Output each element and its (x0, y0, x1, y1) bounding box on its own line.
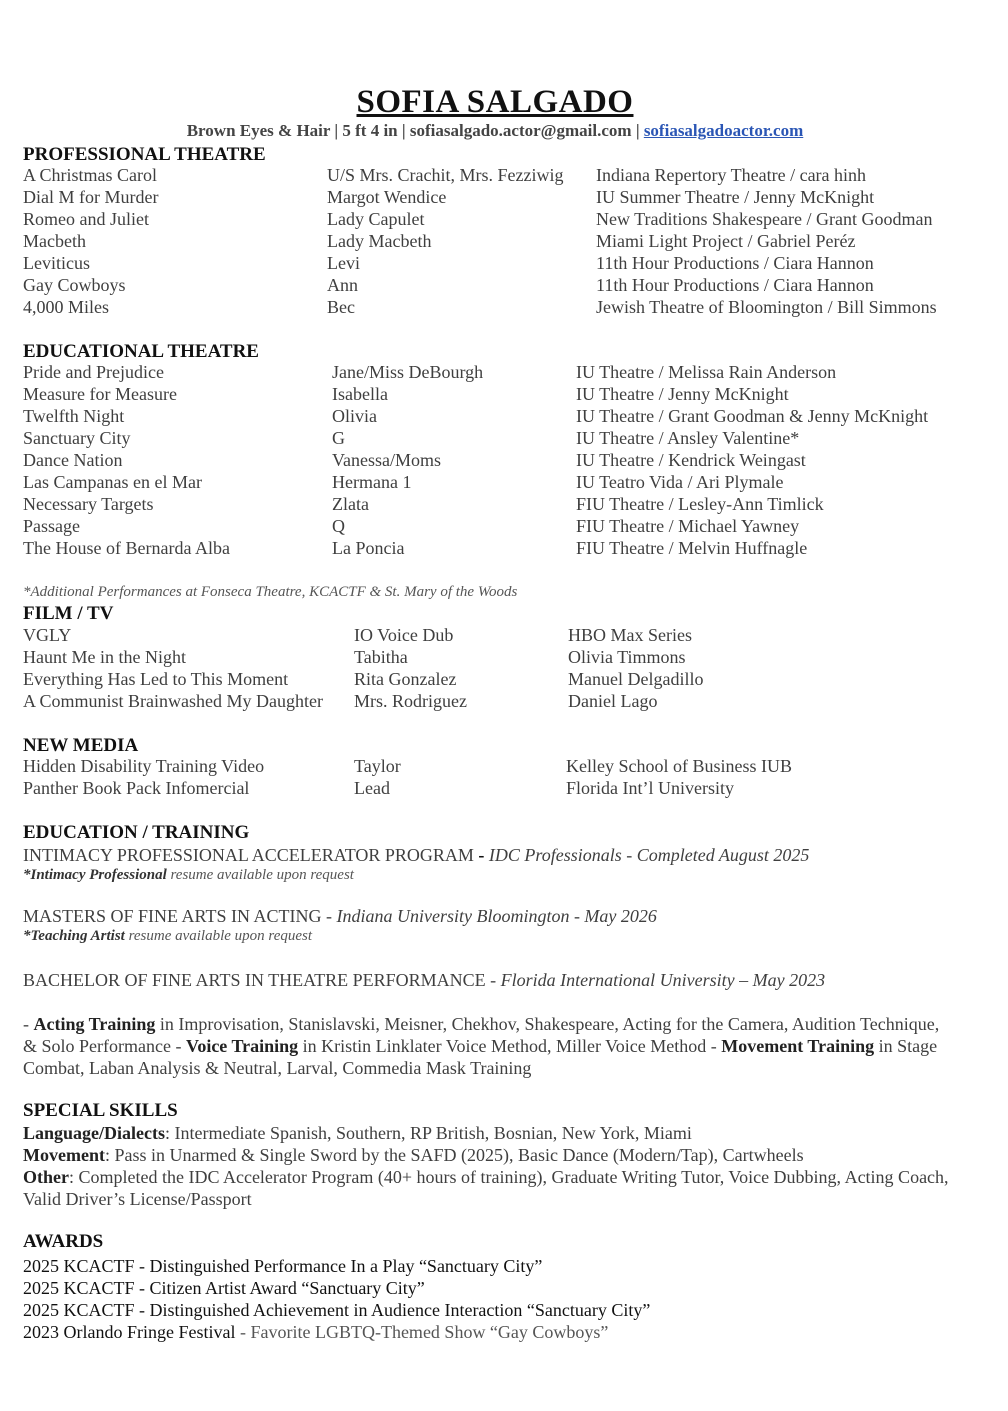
education-item-idc (23, 845, 809, 866)
voice-training-label: Voice Training (185, 1036, 299, 1056)
credit-row (0, 231, 1008, 253)
credit-role: Taylor (354, 756, 401, 776)
credit-title: Dance Nation (23, 450, 123, 470)
education-heading: EDUCATION / TRAINING (23, 822, 250, 843)
credit-row (0, 538, 1008, 560)
credit-role: Lady Capulet (327, 209, 425, 229)
credit-role: Lead (354, 778, 390, 798)
credit-row (0, 165, 1008, 187)
skill-other (23, 1166, 953, 1210)
credit-role: G (332, 428, 345, 448)
program-detail: Florida International University – May 2023 (500, 970, 826, 990)
personal-details: Brown Eyes & Hair | 5 ft 4 in | (186, 121, 406, 140)
credit-company: Daniel Lago (568, 691, 658, 711)
award-item (23, 1255, 953, 1277)
award-text: - Distinguished Performance In a Play “Sanctuary City” (134, 1256, 543, 1276)
credit-company: FIU Theatre / Michael Yawney (576, 516, 800, 536)
credit-title: Everything Has Led to This Moment (23, 669, 289, 689)
credit-title: A Communist Brainwashed My Daughter (23, 691, 323, 711)
credit-row (0, 406, 1008, 428)
awards-heading: AWARDS (23, 1231, 104, 1252)
credit-row (0, 187, 1008, 209)
credit-company: IU Theatre / Jenny McKnight (576, 384, 789, 404)
credit-role: U/S Mrs. Crachit, Mrs. Fezziwig (327, 165, 564, 185)
credit-role: Margot Wendice (327, 187, 447, 207)
contact-separator: | (635, 121, 640, 140)
skill-label: Other (23, 1167, 69, 1187)
credit-row (0, 647, 1008, 669)
credit-title: Dial M for Murder (23, 187, 159, 207)
credit-row (0, 516, 1008, 538)
credit-role: Ann (327, 275, 358, 295)
credit-company: Indiana Repertory Theatre / cara hinh (596, 165, 867, 185)
movement-training-label: Movement Training (721, 1036, 875, 1056)
training-paragraph (23, 1013, 953, 1079)
credit-title: Necessary Targets (23, 494, 154, 514)
credit-role: Jane/Miss DeBourgh (332, 362, 484, 382)
credit-row (0, 778, 1008, 800)
credit-role: Mrs. Rodriguez (354, 691, 467, 711)
credit-title: Sanctuary City (23, 428, 131, 448)
credit-title: Hidden Disability Training Video (23, 756, 265, 776)
voice-training-text: in Kristin Linklater Voice Method, Miller Voice Method - (298, 1036, 722, 1056)
acting-training-text: in Improvisation, Stanislavski, Meisner, Chekhov, Shakespeare, Acting for the Camera, Audition Technique, & Solo Performance - (23, 1014, 940, 1056)
skill-label: Language/Dialects (23, 1123, 165, 1143)
credit-company: Manuel Delgadillo (568, 669, 704, 689)
credit-company: Jewish Theatre of Bloomington / Bill Simmons (596, 297, 937, 317)
credit-role: Q (332, 516, 345, 536)
credit-company: FIU Theatre / Melvin Huffnagle (576, 538, 808, 558)
program-detail: Indiana University Bloomington - May 2026 (336, 906, 657, 926)
credit-title: Leviticus (23, 253, 90, 273)
credit-role: IO Voice Dub (354, 625, 454, 645)
credit-row (0, 253, 1008, 275)
award-org: 2025 KCACTF (23, 1278, 135, 1298)
acting-training-label: Acting Training (33, 1014, 156, 1034)
film-tv-heading: FILM / TV (23, 603, 114, 624)
email-address: sofiasalgado.actor@gmail.com (409, 121, 632, 140)
education-note-teaching (23, 928, 312, 945)
credit-role: Isabella (332, 384, 388, 404)
note-bold: *Teaching Artist (23, 928, 125, 944)
credit-company: New Traditions Shakespeare / Grant Goodman (596, 209, 933, 229)
credit-role: La Poncia (332, 538, 405, 558)
skill-movement (23, 1144, 953, 1166)
credit-company: 11th Hour Productions / Ciara Hannon (596, 275, 874, 295)
resume-name: SOFIA SALGADO (356, 84, 634, 120)
credit-row (0, 297, 1008, 319)
credit-company: 11th Hour Productions / Ciara Hannon (596, 253, 874, 273)
award-text: - Citizen Artist Award “Sanctuary City” (134, 1278, 425, 1298)
credit-title: Passage (23, 516, 80, 536)
credit-row (0, 428, 1008, 450)
program-dash: - (485, 970, 501, 990)
award-org: 2025 KCACTF (23, 1300, 135, 1320)
skill-language (23, 1122, 953, 1144)
credit-title: A Christmas Carol (23, 165, 157, 185)
credit-title: Macbeth (23, 231, 86, 251)
credit-row (0, 691, 1008, 713)
credit-company: FIU Theatre / Lesley-Ann Timlick (576, 494, 824, 514)
award-text: - Favorite LGBTQ-Themed Show “Gay Cowboys” (235, 1322, 609, 1342)
education-note-intimacy (23, 867, 354, 884)
credit-role: Rita Gonzalez (354, 669, 457, 689)
training-lead: - (23, 1014, 34, 1034)
award-org: 2025 KCACTF (23, 1256, 135, 1276)
award-item (23, 1299, 953, 1321)
education-item-mfa (23, 906, 657, 927)
credit-company: IU Teatro Vida / Ari Plymale (576, 472, 784, 492)
credit-row (0, 756, 1008, 778)
credit-title: Gay Cowboys (23, 275, 126, 295)
credit-company: Olivia Timmons (568, 647, 686, 667)
credit-role: Tabitha (354, 647, 408, 667)
note-rest: resume available upon request (124, 928, 313, 944)
note-bold: *Intimacy Professional (23, 867, 167, 883)
credit-company: IU Theatre / Grant Goodman & Jenny McKnight (576, 406, 929, 426)
credit-role: Bec (327, 297, 355, 317)
credit-row (0, 494, 1008, 516)
credit-row (0, 472, 1008, 494)
note-rest: resume available upon request (166, 867, 354, 883)
program-name: BACHELOR OF FINE ARTS IN THEATRE PERFORMANCE (23, 970, 486, 990)
credit-company: IU Theatre / Ansley Valentine* (576, 428, 800, 448)
credit-row (0, 625, 1008, 647)
credit-company: IU Theatre / Melissa Rain Anderson (576, 362, 837, 382)
skill-text: : Intermediate Spanish, Southern, RP British, Bosnian, New York, Miami (165, 1123, 692, 1143)
credit-row (0, 209, 1008, 231)
credit-role: Olivia (332, 406, 377, 426)
credit-company: IU Summer Theatre / Jenny McKnight (596, 187, 875, 207)
credit-role: Zlata (332, 494, 369, 514)
award-text: - Distinguished Achievement in Audience Interaction “Sanctuary City” (134, 1300, 651, 1320)
credit-row (0, 384, 1008, 406)
credit-title: VGLY (23, 625, 72, 645)
skill-text: : Pass in Unarmed & Single Sword by the SAFD (2025), Basic Dance (Modern/Tap), Cartwheels (104, 1145, 804, 1165)
educational-footnote: *Additional Performances at Fonseca Theatre, KCACTF & St. Mary of the Woods (23, 584, 518, 600)
credit-role: Vanessa/Moms (332, 450, 441, 470)
credit-title: Measure for Measure (23, 384, 177, 404)
professional-theatre-heading: PROFESSIONAL THEATRE (23, 144, 266, 165)
movement-training-text: in Stage Combat, Laban Analysis & Neutral, Larval, Commedia Mask Training (23, 1036, 938, 1078)
awards-list (23, 1255, 953, 1343)
credit-row (0, 669, 1008, 691)
credit-company: HBO Max Series (568, 625, 692, 645)
credit-row (0, 450, 1008, 472)
credit-title: Panther Book Pack Infomercial (23, 778, 250, 798)
credit-company: IU Theatre / Kendrick Weingast (576, 450, 806, 470)
program-dash: - (321, 906, 337, 926)
credit-title: Haunt Me in the Night (23, 647, 186, 667)
credit-title: Las Campanas en el Mar (23, 472, 202, 492)
program-name: MASTERS OF FINE ARTS IN ACTING (23, 906, 322, 926)
credit-title: Twelfth Night (23, 406, 125, 426)
credit-title: 4,000 Miles (23, 297, 110, 317)
program-name: INTIMACY PROFESSIONAL ACCELERATOR PROGRAM (23, 845, 474, 865)
credit-title: Romeo and Juliet (23, 209, 149, 229)
special-skills-heading: SPECIAL SKILLS (23, 1100, 178, 1121)
new-media-heading: NEW MEDIA (23, 735, 139, 756)
credit-row (0, 362, 1008, 384)
website-link[interactable]: sofiasalgadoactor.com (643, 121, 804, 140)
program-detail: IDC Professionals - Completed August 2025 (488, 845, 810, 865)
credit-title: Pride and Prejudice (23, 362, 164, 382)
credit-row (0, 275, 1008, 297)
skill-label: Movement (23, 1145, 105, 1165)
credit-title: The House of Bernarda Alba (23, 538, 230, 558)
credit-role: Levi (327, 253, 360, 273)
credit-company: Florida Int’l University (566, 778, 734, 798)
credit-company: Kelley School of Business IUB (566, 756, 792, 776)
award-item (23, 1277, 953, 1299)
skill-text: : Completed the IDC Accelerator Program (40+ hours of training), Graduate Writing Tutor, Voice Dubbing, Acting Coach, Valid Driver’s License/Passport (23, 1167, 949, 1209)
award-item (23, 1321, 953, 1343)
award-org: 2023 Orlando Fringe Festival (23, 1322, 236, 1342)
educational-theatre-heading: EDUCATIONAL THEATRE (23, 341, 259, 362)
credit-company: Miami Light Project / Gabriel Peréz (596, 231, 856, 251)
credit-role: Lady Macbeth (327, 231, 432, 251)
special-skills-list (23, 1122, 953, 1210)
education-item-bfa (23, 970, 825, 991)
program-dash: - (473, 845, 489, 865)
contact-line (0, 121, 990, 141)
credit-role: Hermana 1 (332, 472, 412, 492)
